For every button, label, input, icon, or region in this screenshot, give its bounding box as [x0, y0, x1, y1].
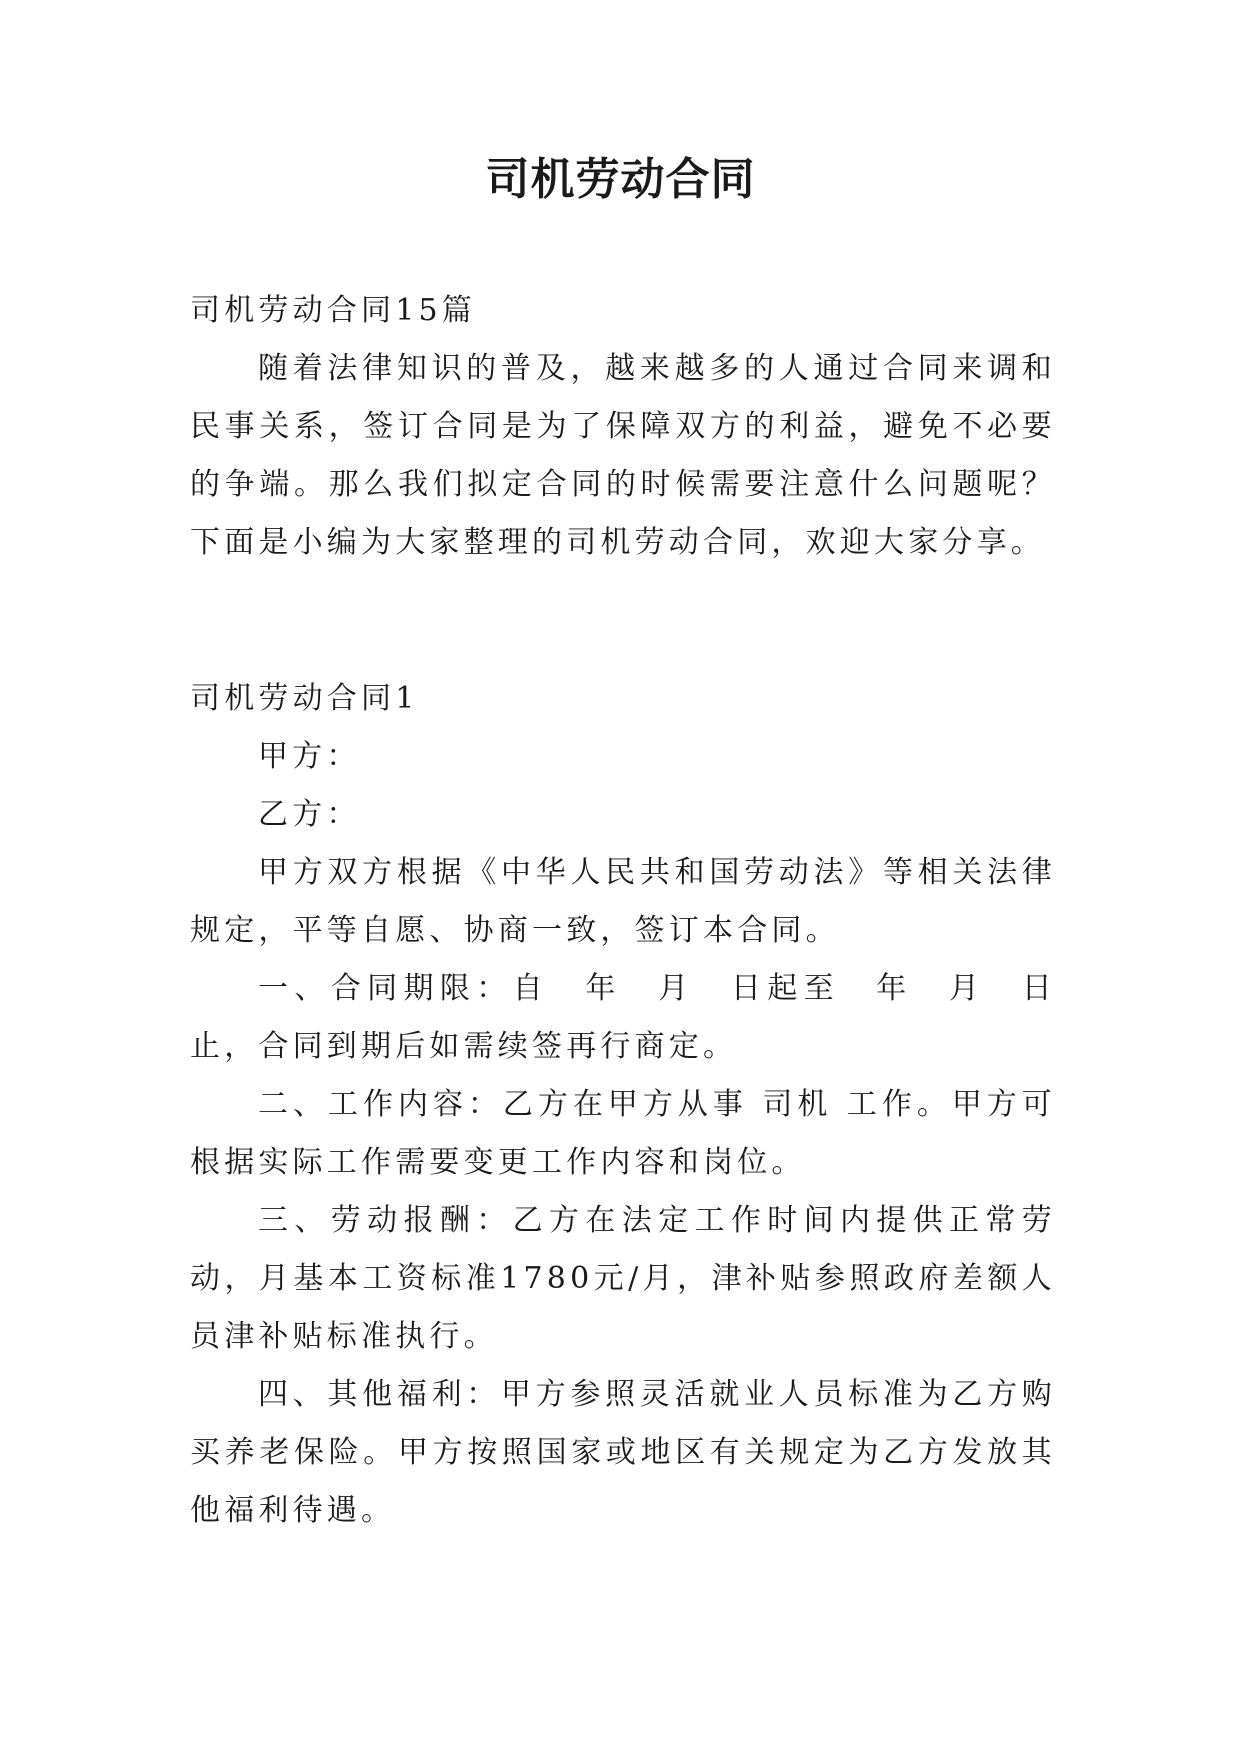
- clause-contract-term: 一、合同期限：自 年 月 日起至 年 月 日止，合同到期后如需续签再行商定。: [190, 971, 1056, 1064]
- party-a-line: 甲方：: [258, 739, 361, 774]
- party-b-line: 乙方：: [258, 797, 361, 832]
- clause-job-content: 二、工作内容：乙方在甲方从事 司机 工作。甲方可根据实际工作需要变更工作内容和岗位。: [190, 1087, 1056, 1180]
- section-heading: 司机劳动合同1: [190, 681, 419, 716]
- clause-other-benefits: 四、其他福利：甲方参照灵活就业人员标准为乙方购买养老保险。甲方按照国家或地区有关规定为乙方发放其他福利待遇。: [190, 1377, 1056, 1528]
- clause-remuneration: 三、劳动报酬：乙方在法定工作时间内提供正常劳动，月基本工资标准1780元/月，津补贴参照政府差额人员津补贴标准执行。: [190, 1203, 1056, 1354]
- document-subtitle: 司机劳动合同15篇: [190, 293, 476, 328]
- clause-preamble: 甲方双方根据《中华人民共和国劳动法》等相关法律规定，平等自愿、协商一致，签订本合同。: [190, 855, 1056, 948]
- section-spacer: [190, 572, 1056, 670]
- document-body: [190, 282, 1056, 1540]
- intro-paragraph: 随着法律知识的普及，越来越多的人通过合同来调和民事关系，签订合同是为了保障双方的利益，避免不必要的争端。那么我们拟定合同的时候需要注意什么问题呢？下面是小编为大家整理的司机劳动合同，欢迎大家分享。: [190, 351, 1056, 560]
- document-title: 司机劳动合同: [485, 154, 756, 205]
